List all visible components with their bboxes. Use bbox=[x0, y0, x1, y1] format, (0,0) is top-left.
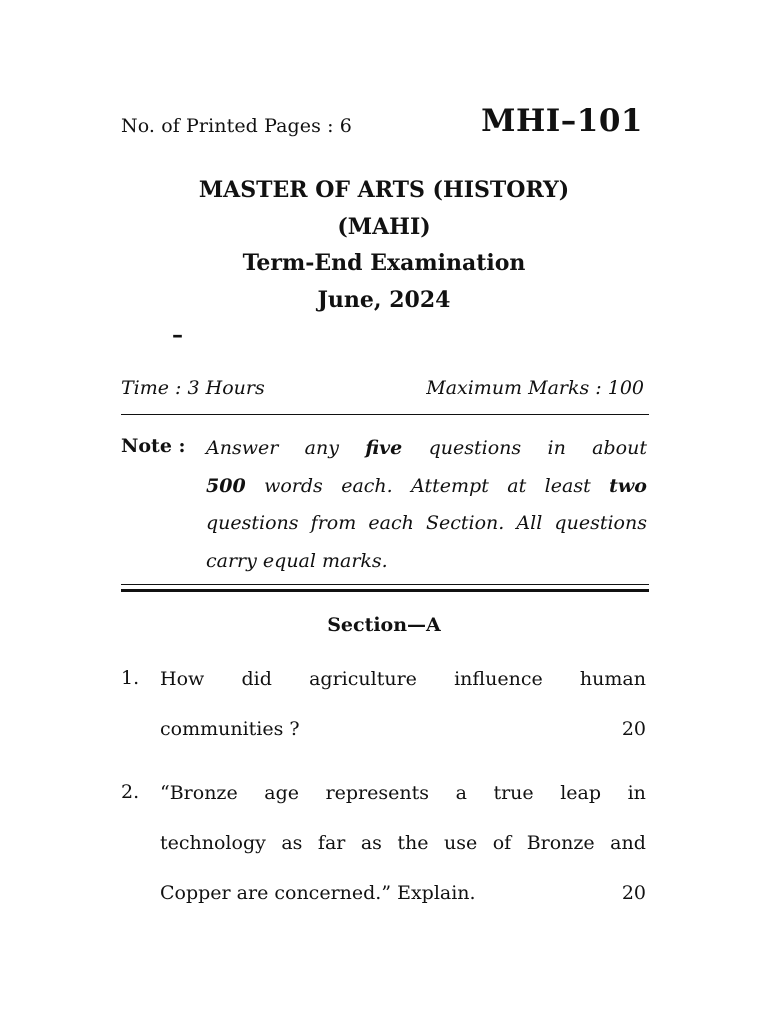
question-line bbox=[160, 704, 646, 754]
note-word-emphasis: two bbox=[609, 474, 647, 497]
question-word: Bronze bbox=[526, 832, 595, 854]
note-line-3 bbox=[206, 505, 647, 543]
question-word: use bbox=[444, 832, 478, 854]
note-word: All bbox=[516, 512, 543, 534]
question-word: as bbox=[360, 832, 382, 854]
note-word-emphasis: five bbox=[365, 437, 403, 459]
note-text bbox=[206, 430, 647, 580]
question-word: in bbox=[627, 782, 646, 804]
question-line bbox=[160, 818, 646, 868]
time-allowed: Time : 3 Hours bbox=[121, 377, 265, 399]
exam-session: June, 2024 bbox=[317, 286, 451, 313]
note-word: at bbox=[507, 474, 527, 497]
note-word: Section. bbox=[425, 512, 505, 534]
question-word: of bbox=[492, 832, 512, 854]
printed-pages-count: No. of Printed Pages : 6 bbox=[121, 115, 352, 137]
note-label: Note : bbox=[121, 435, 186, 457]
double-rule-thick bbox=[121, 589, 649, 592]
question-1 bbox=[160, 654, 646, 754]
question-word: influence bbox=[454, 668, 543, 690]
question-text: communities ? bbox=[160, 718, 300, 740]
question-word: age bbox=[264, 782, 299, 804]
question-word: and bbox=[610, 832, 646, 854]
question-2 bbox=[160, 768, 646, 918]
question-word: human bbox=[579, 668, 646, 690]
note-word-emphasis: 500 bbox=[206, 474, 246, 497]
question-word: far bbox=[317, 832, 346, 854]
note-word: words bbox=[264, 474, 323, 497]
question-word: the bbox=[397, 832, 429, 854]
note-word: each bbox=[368, 512, 414, 534]
note-word: about bbox=[592, 437, 647, 459]
note-word: Attempt bbox=[411, 474, 489, 497]
programme-title: MASTER OF ARTS (HISTORY) bbox=[198, 177, 570, 203]
divider-line bbox=[121, 414, 649, 415]
question-word: leap bbox=[560, 782, 602, 804]
note-word: questions bbox=[428, 437, 522, 459]
question-line bbox=[160, 868, 646, 918]
note-line-4 bbox=[206, 543, 647, 581]
question-word: did bbox=[241, 668, 272, 690]
question-word: a bbox=[455, 782, 467, 804]
maximum-marks: Maximum Marks : 100 bbox=[426, 377, 644, 399]
note-word: Answer bbox=[206, 437, 279, 459]
question-marks: 20 bbox=[621, 718, 646, 740]
title-block bbox=[0, 172, 768, 318]
note-word: each. bbox=[341, 474, 393, 497]
note-line-2 bbox=[206, 468, 647, 506]
question-marks: 20 bbox=[621, 882, 646, 904]
note-word: in bbox=[547, 437, 566, 459]
question-number: 1. bbox=[121, 667, 140, 689]
question-line bbox=[160, 654, 646, 704]
note-word: carry equal marks. bbox=[206, 549, 388, 572]
note-word: questions bbox=[554, 512, 647, 534]
question-word: “Bronze bbox=[160, 782, 238, 804]
question-line bbox=[160, 768, 646, 818]
exam-title: Term-End Examination bbox=[242, 250, 526, 276]
question-word: agriculture bbox=[309, 668, 417, 690]
programme-abbr: (MAHI) bbox=[337, 213, 431, 240]
section-title: Section—A bbox=[327, 614, 441, 636]
question-word: How bbox=[160, 668, 205, 690]
dash-mark: – bbox=[172, 322, 183, 348]
note-word: least bbox=[544, 474, 591, 497]
note-word: from bbox=[310, 512, 357, 534]
question-word: true bbox=[493, 782, 534, 804]
note-line-1 bbox=[206, 430, 647, 468]
note-word: questions bbox=[206, 512, 299, 534]
note-word: any bbox=[304, 437, 339, 459]
question-word: as bbox=[281, 832, 303, 854]
question-text: Copper are concerned.” Explain. bbox=[160, 882, 476, 904]
question-number: 2. bbox=[121, 781, 140, 803]
course-code: MHI–101 bbox=[481, 103, 643, 139]
double-rule-thin bbox=[121, 584, 649, 585]
question-word: represents bbox=[325, 782, 429, 804]
question-word: technology bbox=[160, 832, 266, 854]
